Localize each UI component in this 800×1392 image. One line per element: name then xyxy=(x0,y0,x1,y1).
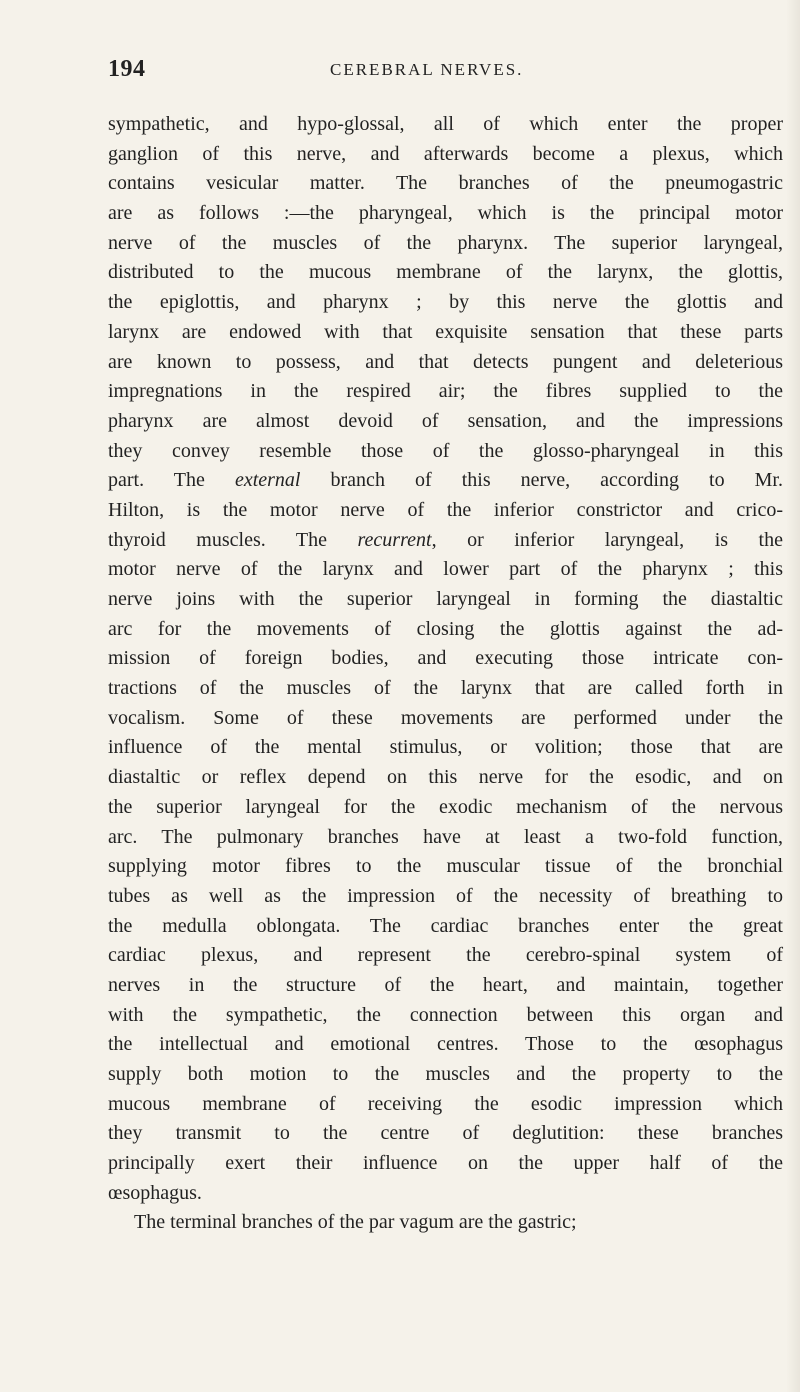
text-line: the medulla oblongata. The cardiac branches enter the great xyxy=(108,914,783,937)
italic-term-recurrent: recurrent xyxy=(357,528,432,551)
text-line: mucous membrane of receiving the esodic impression which xyxy=(108,1092,783,1115)
text-line: tractions of the muscles of the larynx that are called forth in xyxy=(108,677,783,700)
text-line: with the sympathetic, the connection between this organ and xyxy=(108,1003,783,1026)
text-line: mission of foreign bodies, and executing those intricate con- xyxy=(108,647,783,670)
text-line: impregnations in the respired air; the fibres supplied to the xyxy=(108,380,783,403)
text-line: nerves in the structure of the heart, and maintain, together xyxy=(108,973,783,996)
text-line: thyroid muscles. The recurrent, or inferior laryngeal, is the xyxy=(108,528,783,551)
text-line: the intellectual and emotional centres. Those to the œsophagus xyxy=(108,1033,783,1056)
text-line: œsophagus. xyxy=(108,1181,202,1204)
text-line: they transmit to the centre of deglutition: these branches xyxy=(108,1122,783,1145)
text-line: nerve of the muscles of the pharynx. The superior laryngeal, xyxy=(108,231,783,254)
text-line: Hilton, is the motor nerve of the inferior constrictor and crico- xyxy=(108,498,783,521)
body-text xyxy=(108,110,783,1238)
text-line: larynx are endowed with that exquisite sensation that these parts xyxy=(108,320,783,343)
text-line: diastaltic or reflex depend on this nerve for the esodic, and on xyxy=(108,766,783,789)
text-line: ganglion of this nerve, and afterwards become a plexus, which xyxy=(108,142,783,165)
text-line: contains vesicular matter. The branches of the pneumogastric xyxy=(108,172,783,195)
text-line: the superior laryngeal for the exodic mechanism of the nervous xyxy=(108,795,783,818)
text-line: The terminal branches of the par vagum are the gastric; xyxy=(134,1211,577,1234)
text-line: are as follows :—the pharyngeal, which is the principal motor xyxy=(108,202,783,225)
text-line: arc for the movements of closing the glottis against the ad- xyxy=(108,617,783,640)
text-line: principally exert their influence on the upper half of the xyxy=(108,1152,783,1175)
text-line: pharynx are almost devoid of sensation, and the impressions xyxy=(108,409,783,432)
text-line: nerve joins with the superior laryngeal in forming the diastaltic xyxy=(108,588,783,610)
page-header xyxy=(108,56,798,88)
running-head: CEREBRAL NERVES. xyxy=(330,60,524,79)
text-line: arc. The pulmonary branches have at least a two-fold function, xyxy=(108,825,783,848)
page-edge-shadow xyxy=(786,0,800,1392)
text-line: the epiglottis, and pharynx ; by this nerve the glottis and xyxy=(108,291,783,314)
text-line: cardiac plexus, and represent the cerebro-spinal system of xyxy=(108,944,783,967)
text-line: influence of the mental stimulus, or volition; those that are xyxy=(108,736,783,759)
text-line: vocalism. Some of these movements are performed under the xyxy=(108,706,783,729)
text-line: distributed to the mucous membrane of the larynx, the glottis, xyxy=(108,261,783,284)
text-line: they convey resemble those of the glosso-pharyngeal in this xyxy=(108,439,783,462)
text-line: sympathetic, and hypo-glossal, all of which enter the proper xyxy=(108,113,783,135)
text-line: tubes as well as the impression of the necessity of breathing to xyxy=(108,884,783,907)
text-line: supplying motor fibres to the muscular tissue of the bronchial xyxy=(108,855,783,878)
italic-term-external: external xyxy=(234,469,301,492)
text-line: are known to possess, and that detects pungent and deleterious xyxy=(108,350,783,373)
text-line: motor nerve of the larynx and lower part of the pharynx ; this xyxy=(108,558,783,581)
text-line: part. The external branch of this nerve, according to Mr. xyxy=(108,469,783,492)
text-line: supply both motion to the muscles and the property to the xyxy=(108,1063,783,1085)
page-number: 194 xyxy=(108,56,146,82)
